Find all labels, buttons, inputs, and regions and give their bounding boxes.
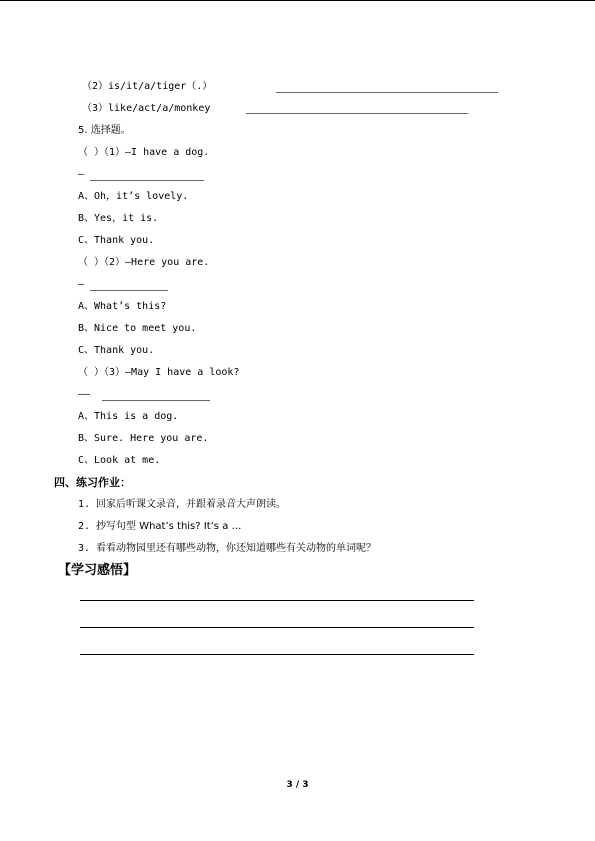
reflection-line-2[interactable] (80, 627, 474, 628)
homework-item-1-number: 1. (78, 499, 91, 510)
option-1a: A、Oh，it’s lovely. (78, 191, 189, 202)
option-2b: B、Nice to meet you. (78, 323, 197, 334)
reply-dash-1: — (78, 169, 85, 180)
homework-item-3: 看看动物园里还有哪些动物，你还知道哪些有关动物的单词呢？ (96, 543, 376, 554)
homework-item-2: 抄写句型 What’s this? It’s a … (96, 521, 242, 532)
homework-section-title: 四、练习作业： (54, 476, 131, 489)
choice-question-3: （ ）（3）—May I have a look? (78, 367, 240, 378)
choice-question-1: （ ）（1）—I have a dog. (78, 147, 210, 158)
reply-dash-2: — (78, 279, 85, 290)
option-3a: A、This is a dog. (78, 411, 179, 422)
reply-blank-2[interactable] (90, 290, 168, 291)
option-2a: A、What’s this? (78, 301, 167, 312)
header-rule (0, 0, 595, 1)
reflection-line-3[interactable] (80, 654, 474, 655)
reply-dash-3: —— (78, 389, 91, 400)
choice-section-title: 5. 选择题。 (78, 125, 131, 136)
answer-blank-reorder-3[interactable] (246, 113, 468, 114)
homework-item-1: 回家后听课文录音，并跟着录音大声朗读。 (96, 499, 286, 510)
homework-item-2-number: 2. (78, 521, 91, 532)
option-1c: C、Thank you. (78, 235, 155, 246)
answer-blank-reorder-2[interactable] (276, 92, 498, 93)
page-number: 3 / 3 (286, 780, 309, 790)
option-1b: B、Yes，it is. (78, 213, 159, 224)
reply-blank-3[interactable] (102, 400, 210, 401)
reorder-item-3: （3）like/act/a/monkey (82, 103, 211, 114)
choice-question-2: （ ）（2）—Here you are. (78, 257, 210, 268)
reflection-line-1[interactable] (80, 600, 474, 601)
option-2c: C、Thank you. (78, 345, 155, 356)
homework-item-3-number: 3. (78, 543, 91, 554)
option-3b: B、Sure. Here you are. (78, 433, 209, 444)
reorder-item-2: （2）is/it/a/tiger（.） (82, 81, 213, 92)
reply-blank-1[interactable] (90, 180, 204, 181)
option-3c: C、Look at me. (78, 455, 161, 466)
reflection-title: 【学习感悟】 (58, 563, 137, 578)
